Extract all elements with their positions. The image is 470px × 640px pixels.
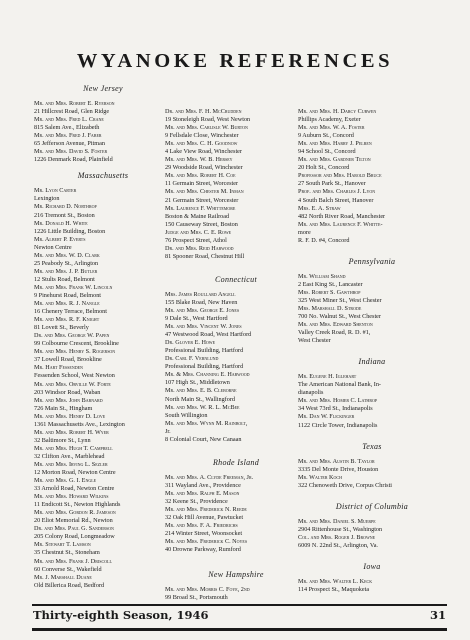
entry-name: Mr. and Mrs. H. Darcy Curwen [298, 108, 377, 115]
entry-address: R. F. D. #4, Concord [298, 236, 350, 244]
entry-name: Mr. Laurence F. Whittemore [165, 204, 236, 212]
entry-address: Valley Creek Road, R. D. #1, [298, 329, 371, 337]
reference-entry [34, 558, 172, 574]
entry-address: 9 Pinehurst Road, Belmont [34, 291, 102, 299]
entry-address: 32 Baltimore St., Lynn [34, 436, 91, 444]
entry-name: Dr. and Mrs. F. H. McCrudden [165, 108, 242, 115]
entry-address: West Chester [298, 337, 331, 345]
entry-address: 311 Wayland Ave., Providence [165, 481, 241, 489]
page-number: 31 [429, 608, 446, 622]
reference-entry [34, 429, 172, 445]
reference-entry [165, 404, 307, 420]
reference-entry [34, 364, 172, 380]
reference-entry [165, 506, 307, 522]
entry-name: Mr. Lyon Carter [34, 187, 77, 195]
entry-address: Professional Building, Hartford [165, 347, 244, 355]
reference-entry [298, 458, 446, 474]
reference-entry [165, 371, 307, 387]
entry-name: Mr. and Mrs. E. B. Cleborne [165, 387, 237, 395]
entry-address: 216 Tremont St., Boston [34, 211, 95, 219]
reference-section [298, 257, 446, 345]
entry-address: 47 Westwood Road, West Hartford [165, 331, 252, 339]
reference-entry [165, 188, 307, 204]
entry-address: 8 Colonial Court, New Canaan [165, 435, 242, 443]
reference-entry [165, 586, 307, 602]
entry-address: 19 Stoneleigh Road, West Newton [165, 116, 251, 124]
entry-address: 12 Morton Road, Newton Centre [34, 469, 116, 477]
entry-name: Mr. Richard D. Northrop [34, 203, 97, 211]
reference-entry [298, 474, 446, 490]
entry-address: 35 Chestnut St., Stoneham [34, 549, 100, 557]
entry-address: 726 Main St., Hingham [34, 404, 93, 412]
entry-name: Mr. Donald H. White [34, 219, 88, 227]
entry-name: Mr. J. Marshall Duane [34, 573, 92, 581]
reference-entry [165, 538, 307, 554]
entry-name: Col. and Mrs. Roger J. Browne [298, 533, 376, 541]
entry-address: 81 Spooner Road, Chestnut Hill [165, 252, 245, 260]
entry-name: Mr. William Shand [298, 272, 346, 280]
reference-entry [165, 156, 307, 172]
reference-entry [165, 245, 307, 261]
entry-name: Dr. and Mrs. Reid Harwood [165, 244, 234, 252]
reference-entry [34, 397, 172, 413]
state-heading: Texas [362, 441, 382, 451]
entry-address: 29 Woodside Road, Winchester [165, 164, 243, 172]
footer-season: Thirty-eighth Season, 1946 [33, 608, 209, 622]
reference-entry [298, 518, 446, 534]
reference-entry [34, 100, 172, 116]
reference-entry [34, 236, 172, 252]
entry-name: Mr. and Mrs. Ralph E. Mason [165, 489, 240, 497]
entry-name: Mr. and Mrs. Henry D. Love [34, 412, 106, 420]
entry-address: 12 Stults Road, Belmont [34, 275, 95, 283]
entry-name: Dr. and Mrs. George W. Papen [34, 332, 110, 340]
entry-address: Newton Centre [34, 243, 72, 251]
entry-address: 1122 Circle Tower, Indianapolis [298, 421, 378, 429]
reference-entry [298, 373, 446, 397]
entry-name: Mr. and Mrs. George E. Jones [165, 306, 240, 314]
entry-name: Mr. and Mrs. F. A. Friedrichs [165, 522, 238, 530]
entry-address: 60 Converse St., Wakefield [34, 565, 102, 573]
reference-entry [34, 332, 172, 348]
entry-address: 3335 Del Monte Drive, Houston [298, 465, 379, 473]
reference-entry [165, 474, 307, 490]
entry-name: Mr. and Mrs. R. J. Nangle [34, 300, 100, 308]
entry-name: Mr. and Mrs. Walter L. Keck [298, 577, 373, 585]
entry-name: Mr. and Mrs. Laurence F. Whitte- [298, 220, 383, 228]
entry-address: 9 Fellsdale Close, Winchester [165, 132, 239, 140]
reference-entry [34, 509, 172, 525]
reference-section [165, 108, 307, 261]
reference-entry [165, 172, 307, 188]
entry-name: Mr. and Mrs. Frederick N. Reede [165, 505, 247, 513]
entry-name: Mr. and Mrs. Orville W. Forte [34, 380, 111, 388]
entry-name: Mr. Dan W. Flickinger [298, 413, 355, 421]
state-heading: Connecticut [215, 274, 257, 284]
reference-entry [165, 307, 307, 323]
entry-name: Mr. and Mrs. W. D. Clark [34, 251, 100, 259]
entry-name: Dr. and Mrs. Paul G. Sanderson [34, 525, 114, 533]
entry-name: Mr. Walter Koch [298, 473, 342, 481]
entry-name: Mr. and Mrs. W. B. Hersey [165, 156, 233, 164]
entry-name: Mr. and Mrs. W. A. Foster [298, 124, 365, 132]
footer-rule-bottom [32, 628, 447, 631]
state-heading: New Hampshire [208, 570, 264, 580]
entry-address: North Main St., Wallingford [165, 395, 236, 403]
entry-name: Mr. and Mrs. Vincent W. Jones [165, 323, 242, 331]
entry-name: Mr. and Mrs. Daniel S. Muerpe [298, 517, 376, 525]
entry-name: Mr. and Mrs. Frank W. Lincoln [34, 283, 113, 291]
reference-entry [165, 420, 307, 444]
entry-name: Prof. and Mrs. Charles J. Lyon [298, 188, 376, 196]
entry-address: 482 North River Road, Manchester [298, 212, 386, 220]
entry-address: Phillips Academy, Exeter [298, 116, 361, 124]
reference-entry [298, 534, 446, 550]
entry-address: 32 Oak Hill Avenue, Pawtucket [165, 514, 244, 522]
entry-address: 322 Chenoweth Drive, Corpus Christi [298, 481, 393, 489]
reference-entry [34, 525, 172, 541]
entry-name: Judge and Mrs. C. E. Rowe [165, 228, 232, 236]
entry-name: Mrs. James Roullard Angell [165, 290, 236, 298]
page-title: WYANOKE REFERENCES [76, 50, 394, 72]
entry-address: 99 Colbourne Crescent, Brookline [34, 340, 119, 348]
reference-section [165, 275, 307, 444]
entry-name: Mr. and Mrs. David S. Foster [34, 148, 108, 156]
entry-address: The American National Bank, In- [298, 381, 381, 389]
state-heading: Indiana [358, 357, 386, 367]
state-heading: New Jersey [83, 84, 123, 93]
entry-address: 107 High St., Middletown [165, 379, 230, 387]
entry-address: 32 Keene St., Providence [165, 497, 228, 505]
state-heading: Rhode Island [212, 457, 260, 467]
entry-name: Mr. and Mrs. Morris C. Foye, 2nd [165, 586, 250, 594]
reference-entry [34, 493, 172, 509]
reference-entry [34, 445, 172, 461]
reference-section [298, 442, 446, 490]
reference-entry [34, 300, 172, 316]
entry-name: Mr. and Mrs. J. P. Butler [34, 267, 98, 275]
entry-name: Mr. and Mrs. Robert H. Wyer [34, 428, 109, 436]
entry-address: Jr. [165, 427, 171, 435]
entry-address: 6009 N. 22nd St., Arlington, Va. [298, 541, 378, 549]
reference-entry [298, 413, 446, 429]
entry-name: Mr. and Mrs. Fred J. Faber [34, 132, 102, 140]
reference-entry [34, 477, 172, 493]
entry-name: Mr. and Mrs. Henry S. Rogerson [34, 348, 116, 356]
entry-name: Mr. and Mrs. G. I. Engle [34, 477, 97, 485]
entry-name: Mr. and Mrs. Robert H. Coe [165, 172, 236, 180]
entry-name: Dr. Carl F. Vernlund [165, 355, 219, 363]
entry-address: 16 Chenery Terrace, Belmont [34, 308, 107, 316]
state-heading: Massachusetts [77, 171, 129, 181]
entry-address: 76 Prospect Street, Athol [165, 236, 227, 244]
reference-entry [298, 124, 446, 140]
entry-name: Mr. and Mrs. Fred L. Crane [34, 116, 104, 124]
column-right [298, 108, 446, 601]
entry-address: 40 Drowne Parkway, Rumford [165, 546, 241, 554]
reference-entry [165, 522, 307, 538]
reference-entry [165, 108, 307, 124]
column-middle [165, 108, 307, 609]
entry-address: 1226 Denmark Road, Plainfield [34, 156, 113, 164]
entry-address: 205 Colony Road, Longmeadow [34, 533, 115, 541]
entry-address: 4 Lake View Road, Winchester [165, 148, 242, 156]
reference-entry [34, 574, 172, 590]
entry-address: more [298, 228, 311, 236]
reference-entry [165, 490, 307, 506]
entry-address: 1226 Little Building, Boston [34, 227, 106, 235]
entry-address: Old Billerica Road, Bedford [34, 581, 105, 589]
entry-address: 214 Winter Street, Woonsocket [165, 530, 243, 538]
entry-address: 99 Broad St., Portsmouth [165, 594, 228, 602]
entry-name: Mr. and Mrs. Homer C. Lathrop [298, 397, 378, 405]
entry-name: Professor and Mrs. Harold Bruce [298, 172, 382, 180]
reference-entry [34, 284, 172, 300]
reference-section [34, 171, 172, 589]
entry-address: 2 East King St., Lancaster [298, 280, 363, 288]
reference-entry [298, 289, 446, 305]
reference-section [298, 562, 446, 594]
reference-entry [165, 291, 307, 307]
entry-name: Mr. and Mrs. Harry J. Pelren [298, 140, 372, 148]
entry-address: 815 Salem Ave., Elizabeth [34, 124, 100, 132]
reference-entry [34, 203, 172, 219]
entry-address: South Willington [165, 411, 208, 419]
entry-address: 700 No. Walnut St., West Chester [298, 313, 381, 321]
reference-entry [165, 339, 307, 355]
entry-address: 21 Germain Street, Worcester [165, 196, 239, 204]
entry-name: Mr. and Mrs. Frederick C. Noyes [165, 538, 248, 546]
reference-entry [298, 205, 446, 221]
reference-entry [165, 355, 307, 371]
entry-address: Professional Building, Hartford [165, 363, 244, 371]
reference-entry [34, 541, 172, 557]
entry-name: Mr. and Mrs. C. H. Goodnow [165, 140, 238, 148]
entry-address: 11 Germain Street, Worcester [165, 180, 239, 188]
entry-name: Mr. Stewart T. Lamson [34, 541, 91, 549]
entry-name: Mr. and Mrs. Hugh T. Campbell [34, 444, 113, 452]
reference-entry [298, 221, 446, 245]
entry-address: 27 South Park St., Hanover [298, 180, 366, 188]
entry-name: Mr. and Mrs. Chester M. Inman [165, 188, 244, 196]
entry-name: Mrs. Robert S. Gawthrop [298, 288, 361, 296]
reference-entry [165, 140, 307, 156]
entry-address: 81 Lovett St., Beverly [34, 324, 89, 332]
reference-entry [34, 348, 172, 364]
entry-address: 325 West Miner St., West Chester [298, 296, 382, 304]
entry-name: Mr. & Mrs. Channing E. Harwood [165, 371, 250, 379]
entry-name: Mr. and Mrs. W. R. L. McBee [165, 403, 240, 411]
reference-entry [298, 273, 446, 289]
entry-name: Mr. and Mrs. Gordon R. Jameson [34, 509, 116, 517]
entry-name: Mr. and Mrs. Robert E. Ryerson [34, 100, 115, 107]
entry-address: 33 Arnold Road, Newton Centre [34, 485, 115, 493]
reference-entry [165, 229, 307, 245]
reference-entry [34, 148, 172, 164]
reference-entry [165, 387, 307, 403]
entry-name: Mrs. E. A. Straw [298, 204, 341, 212]
reference-section [165, 458, 307, 554]
reference-entry [165, 323, 307, 339]
reference-entry [34, 252, 172, 268]
reference-entry [298, 188, 446, 204]
entry-address: 155 Blake Road, New Haven [165, 298, 238, 306]
entry-name: Mr. and Mrs. Wynn M. Rainbolt, [165, 419, 248, 427]
entry-name: Mr. and Mrs. John Barnard [34, 396, 103, 404]
state-heading: Iowa [363, 561, 381, 571]
reference-entry [298, 172, 446, 188]
entry-name: Mr. and Mrs. A. Clyde Freeman, Jr. [165, 473, 254, 481]
reference-entry [298, 397, 446, 413]
entry-address: 11 Endicott St., Newton Highlands [34, 501, 121, 509]
entry-address: 1361 Massachusetts Ave., Lexington [34, 420, 125, 428]
entry-name: Mr. Albert P. Everts [34, 235, 86, 243]
reference-entry [34, 316, 172, 332]
entry-address: 25 Peabody St., Arlington [34, 259, 99, 267]
reference-entry [34, 187, 172, 203]
reference-entry [298, 578, 446, 594]
entry-address: Lexington [34, 195, 60, 203]
reference-entry [34, 413, 172, 429]
reference-section [165, 570, 307, 602]
entry-address: dianapolis [298, 389, 324, 397]
entry-address: 114 Prospect St., Maquoketa [298, 585, 370, 593]
entry-name: Mr. and Mrs. Irving L. Sezler [34, 460, 108, 468]
entry-address: 37 Lowell Road, Brookline [34, 356, 102, 364]
entry-address: Boston & Maine Railroad [165, 212, 230, 220]
entry-name: Mr. and Mrs. Edward Shenton [298, 321, 373, 329]
reference-entry [165, 205, 307, 229]
entry-name: Mr. and Mrs. Carlisle W. Burton [165, 124, 248, 132]
state-heading: District of Columbia [335, 501, 409, 511]
entry-address: 9 Auburn St., Concord [298, 132, 354, 140]
entry-address: 150 Causeway Street, Boston [165, 220, 238, 228]
reference-entry [298, 108, 446, 124]
reference-entry [298, 305, 446, 321]
reference-section [298, 502, 446, 550]
entry-address: Fessenden School, West Newton [34, 372, 115, 380]
footer-rule-top [32, 604, 447, 606]
reference-entry [34, 381, 172, 397]
reference-section [298, 357, 446, 429]
entry-name: Mrs. Marshall D. Strode [298, 304, 362, 312]
reference-entry [34, 220, 172, 236]
entry-name: Mr. and Mrs. R. F. Knight [34, 316, 100, 324]
entry-address: 9 Dale St., West Hartford [165, 315, 228, 323]
reference-section [298, 108, 446, 245]
entry-name: Mr. Eugene H. Iglehart [298, 373, 357, 381]
entry-address: 65 Jefferson Avenue, Pitman [34, 140, 105, 148]
entry-name: Dr. Glover E. Howe [165, 339, 216, 347]
reference-entry [34, 268, 172, 284]
entry-name: Mr. and Mrs. Austin B. Taylor [298, 457, 375, 465]
entry-address: 203 Windsor Road, Waban [34, 388, 101, 396]
entry-address: 34 West 73rd St., Indianapolis [298, 405, 373, 413]
reference-entry [298, 140, 446, 156]
reference-entry [34, 461, 172, 477]
entry-address: 32 Clifton Ave., Marblehead [34, 452, 105, 460]
reference-entry [165, 124, 307, 140]
column-left [34, 84, 172, 597]
reference-section [34, 84, 172, 164]
entry-name: Mr. and Mrs. Gardner Tilton [298, 156, 371, 164]
entry-address: 20 Holt St., Concord [298, 164, 350, 172]
entry-address: 2904 Rittenhouse St., Washington [298, 525, 383, 533]
reference-entry [298, 321, 446, 345]
entry-name: Mr. and Mrs. Frank J. Driscoll [34, 557, 112, 565]
entry-address: 4 South Balch Street, Hanover [298, 196, 374, 204]
reference-entry [34, 132, 172, 148]
reference-entry [34, 116, 172, 132]
state-heading: Pennsylvania [348, 256, 396, 266]
reference-entry [298, 156, 446, 172]
entry-name: Mr. Hart Fessenden [34, 364, 83, 372]
entry-address: 94 School St., Concord [298, 148, 356, 156]
entry-address: 21 Hillcrest Road, Glen Ridge [34, 108, 110, 116]
entry-name: Mr. and Mrs. Howard Wilkins [34, 493, 109, 501]
entry-address: 20 Eliot Memorial Rd., Newton [34, 517, 113, 525]
